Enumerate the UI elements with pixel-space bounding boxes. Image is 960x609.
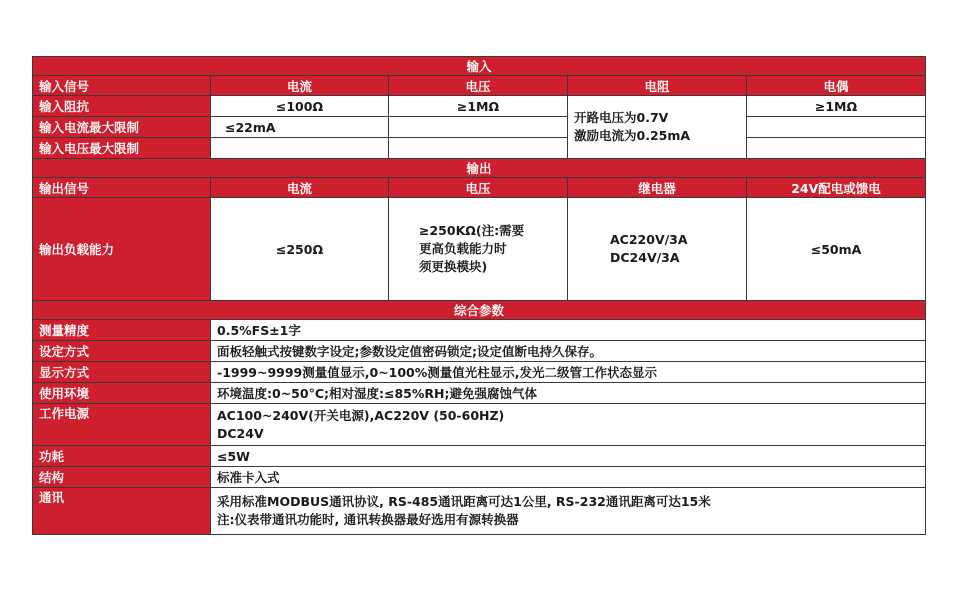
general-row-value: -1999~9999测量值显示,0~100%测量值光柱显示,发光二级管工作状态显示 <box>211 362 926 383</box>
load-voltage-line3: 须更换模块) <box>419 259 488 274</box>
max-voltage-voltage-cell <box>389 138 568 159</box>
comm-line1: 采用标准MODBUS通讯协议, RS-485通讯距离可达1公里, RS-232通讯距离可达15米 <box>217 494 711 509</box>
general-row <box>33 383 926 404</box>
impedance-current-value: ≤100Ω <box>211 96 389 117</box>
max-voltage-current-cell <box>211 138 389 159</box>
resistance-note <box>568 96 747 159</box>
input-impedance-row <box>33 96 926 117</box>
load-voltage-line2: 更高负载能力时 <box>419 241 507 256</box>
load-voltage-note <box>389 198 568 301</box>
input-impedance-label: 输入阻抗 <box>33 96 211 117</box>
max-current-thermocouple-cell <box>747 117 926 138</box>
general-section-header <box>33 301 926 320</box>
comm-row <box>33 488 926 535</box>
input-max-current-row <box>33 117 926 138</box>
input-col-thermocouple: 电偶 <box>747 76 926 96</box>
power-label: 工作电源 <box>33 404 211 446</box>
general-row <box>33 341 926 362</box>
output-load-label: 输出负载能力 <box>33 198 211 301</box>
general-row-label: 测量精度 <box>33 320 211 341</box>
resistance-note-line2: 激励电流为0.25mA <box>574 128 691 143</box>
output-load-row <box>33 198 926 301</box>
input-section-header <box>33 57 926 76</box>
comm-value <box>211 488 926 535</box>
general-section-title: 综合参数 <box>33 301 926 320</box>
input-section-title: 输入 <box>33 57 926 76</box>
max-current-value: ≤22mA <box>211 117 389 138</box>
general-row-label: 显示方式 <box>33 362 211 383</box>
structure-label: 结构 <box>33 467 211 488</box>
general-row-value: 面板轻触式按键数字设定;参数设定值密码锁定;设定值断电持久保存。 <box>211 341 926 362</box>
general-row <box>33 320 926 341</box>
input-max-current-label: 输入电流最大限制 <box>33 117 211 138</box>
comm-label: 通讯 <box>33 488 211 535</box>
output-signal-label: 输出信号 <box>33 178 211 198</box>
resistance-note-line1: 开路电压为0.7V <box>574 110 669 125</box>
output-section-header <box>33 159 926 178</box>
general-row <box>33 362 926 383</box>
general-row-label: 设定方式 <box>33 341 211 362</box>
general-row-value: 环境温度:0~50°C;相对湿度:≤85%RH;避免强腐蚀气体 <box>211 383 926 404</box>
output-col-voltage: 电压 <box>389 178 568 198</box>
max-current-voltage-cell <box>389 117 568 138</box>
input-col-voltage: 电压 <box>389 76 568 96</box>
comm-line2: 注:仪表带通讯功能时, 通讯转换器最好选用有源转换器 <box>217 512 519 527</box>
spec-table <box>32 56 926 535</box>
consumption-label: 功耗 <box>33 446 211 467</box>
output-section-title: 输出 <box>33 159 926 178</box>
consumption-value: ≤5W <box>211 446 926 467</box>
load-relay-line2: DC24V/3A <box>610 250 680 265</box>
structure-value: 标准卡入式 <box>211 467 926 488</box>
load-relay-line1: AC220V/3A <box>610 232 688 247</box>
impedance-thermocouple-value: ≥1MΩ <box>747 96 926 117</box>
load-current-value: ≤250Ω <box>211 198 389 301</box>
input-signal-row <box>33 76 926 96</box>
power-row <box>33 404 926 446</box>
general-row-value: 0.5%FS±1字 <box>211 320 926 341</box>
load-feed-value: ≤50mA <box>747 198 926 301</box>
input-signal-label: 输入信号 <box>33 76 211 96</box>
general-row-label: 使用环境 <box>33 383 211 404</box>
output-col-feed: 24V配电或馈电 <box>747 178 926 198</box>
max-voltage-thermocouple-cell <box>747 138 926 159</box>
input-col-resistance: 电阻 <box>568 76 747 96</box>
power-line2: DC24V <box>217 425 264 441</box>
input-max-voltage-row <box>33 138 926 159</box>
power-value <box>211 404 926 446</box>
power-line1: AC100~240V(开关电源),AC220V (50-60HZ) <box>217 407 505 423</box>
output-col-relay: 继电器 <box>568 178 747 198</box>
structure-row <box>33 467 926 488</box>
output-signal-row <box>33 178 926 198</box>
load-voltage-line1: ≥250KΩ(注:需要 <box>419 223 525 238</box>
impedance-voltage-value: ≥1MΩ <box>389 96 568 117</box>
input-max-voltage-label: 输入电压最大限制 <box>33 138 211 159</box>
output-col-current: 电流 <box>211 178 389 198</box>
consumption-row <box>33 446 926 467</box>
input-col-current: 电流 <box>211 76 389 96</box>
load-relay-note <box>568 198 747 301</box>
